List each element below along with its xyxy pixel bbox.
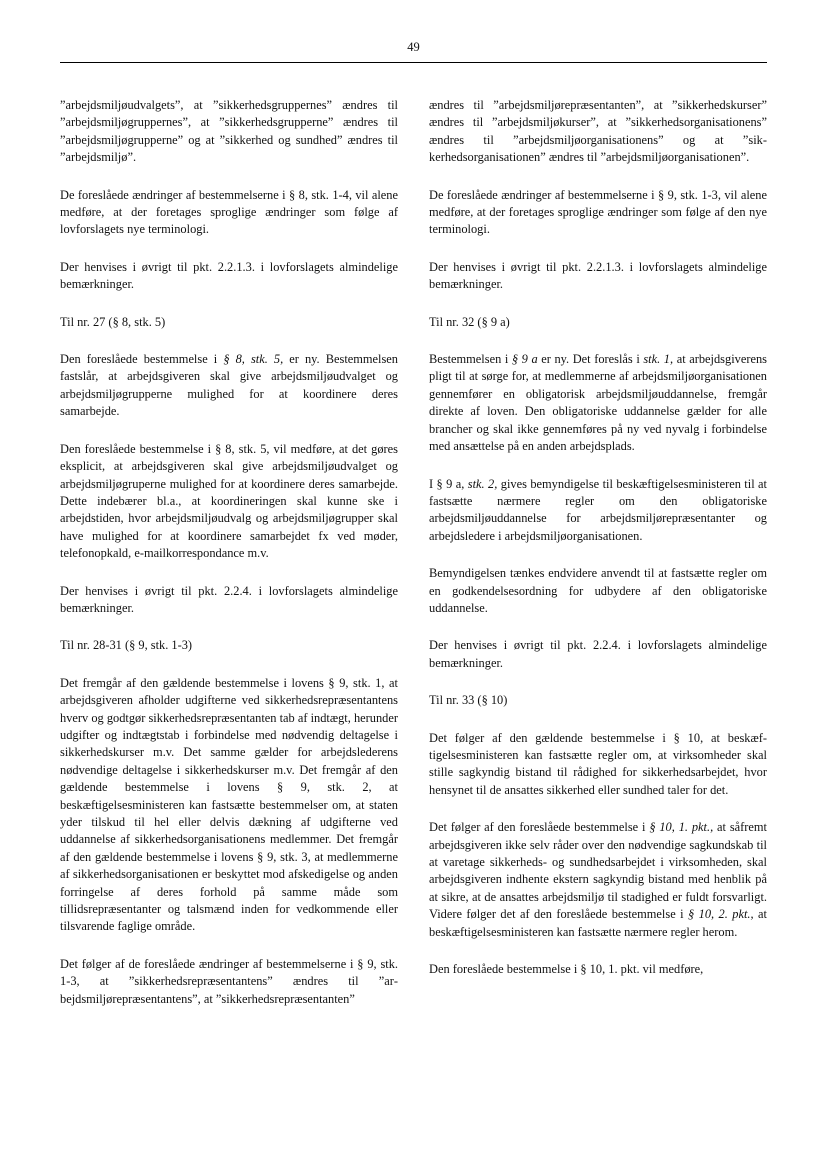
paragraph (429, 351, 767, 455)
paragraph (60, 351, 398, 421)
paragraph: Det fremgår af den gældende bestemmelse i lovens § 9, stk. 1, at arbejdsgiveren afholder udgifterne ved sikkerhedsrepræsentantens hverv og godtgør sikkerhedsrepræsentanten tab af indtægt, herunder udgifter og indtægtstab i forbindelse med nødvendig deltagelse i sikkerhedskurser m.v. Det samme gælder for arbejdslederens nødvendige deltagelse i sikkerhedskurser m.v. Det fremgår af den gældende bestemmelse i lovens § 9, stk. 2, at beskæftigelsesministeren kan fastsætte bestemmelser om, at staten yder tilskud til hel eller delvis dækning af udgifterne ved uddannelse af sikkerhedsorganisationens medlemmer. Det fremgår af den gældende bestemmelse i lovens § 9, stk. 3, at medlemmerne af sikkerhedsorganisationen er beskyttet mod afskedigelse og anden forringelse af deres forhold på samme måde som tillidsrepræsentanter og talsmænd inden for vedkommende eller tilsvarende faglige område. (60, 675, 398, 934)
section-heading: Til nr. 33 (§ 10) (429, 693, 508, 708)
paragraph: Den foreslåede bestemmelse i § 8, stk. 5, vil medføre, at det gøres eksplicit, at arbejdsgiveren skal give arbejdsmiljøudvalget og arbejdsmiljøgruperne mulighed for at koordinere deres samarbejde. Dette indebærer bl.a., at koordineringen skal kunne ske i arbejdstiden, hvor arbejdsmiljøudvalg og arbejdsmiljøgrupper skal have mulighed for at koordinere samarbejdet fx ved møder, telefonopkald, e-mailkorrespondance m.v. (60, 441, 398, 561)
paragraph: De foreslåede ændringer af bestemmelserne i § 9, stk. 1-3, vil alene medføre, at der foretages sproglige ændringer som følge af den nye terminologi. (429, 187, 767, 237)
paragraph (429, 819, 767, 941)
paragraph: Bemyndigelsen tænkes endvidere anvendt til at fastsætte regler om en godkendelsesordning for udbydere af den obligatoriske uddannelse. (429, 566, 767, 615)
paragraph: Det følger af den gældende bestemmelse i § 10, at beskæftigelsesministeren kan fastsætte regler om, at virksomheder skal stille sagkyndig bistand til rådighed for sikkerhedsarbejdet, hvor hensynet til de ansattes sikkerhed eller sundhed taler for det. (429, 730, 767, 797)
header-rule (60, 62, 767, 63)
paragraph: ændres til ”arbejdsmiljørepræsentanten”, at ”sikkerhedskurser” ændres til ”arbejdsmiljøkurser”, at ”sikkerhedsorganisationens” ændres til ”arbejdsmiljøorganisationens” og at ”sikkerhedsorganisationen” ændres til ”arbejdsmiljøorganisationen”. (429, 98, 767, 165)
text-run: at beskæftigelsesministeren kan fastsætte nærmere regler herom. (429, 907, 767, 939)
paragraph: Det følger af de foreslåede ændringer af bestemmelserne i § 9, stk. 1-3, at ”sikkerhedsrepræsentantens” ændres til ”arbejdsmiljørepræsentantens”, at ”sikkerhedsrepræsentanten” (60, 956, 398, 1006)
text-run: gives bemyndigelse til beskæftigelsesministeren til at fastsætte nærmere regler om den obligatoriske arbejdsmiljøuddannelse for arbejdsmiljørepræsentanter og arbejdsledere i arbejdsmiljøorganisationen. (429, 476, 767, 543)
text-run: I § 9 a, (429, 476, 468, 491)
emphasis-run: § 10, 2. pkt., (688, 907, 754, 922)
emphasis-run: stk. 1, (643, 352, 674, 367)
emphasis-run: § 8, stk. 5, (223, 352, 284, 367)
text-run: Bestemmelsen i (429, 352, 512, 367)
text-run: at arbejdsgiverens pligt til at sørge for, at medlemmerne af arbejdsmiljøorganisationen gennemfører en obligatorisk arbejdsmiljøuddannelse, fremgår direkte af loven. Den obligatoriske uddannelse gælder for alle brancher og skal ikke gennemføres på ny ved nyvalg i forbindelse med ansættelse på en anden arbejdsplads. (429, 352, 767, 454)
paragraph: Der henvises i øvrigt til pkt. 2.2.4. i lovforslagets almindelige bemærkninger. (429, 638, 767, 670)
text-run: er ny. Bestemmelsen fastslår, at arbejdsgiveren skal give arbejdsmiljøudvalget og arbejdsmiljøgrupperne mulighed for at koordinere deres samarbejde. (60, 352, 398, 419)
right-column (429, 97, 767, 998)
paragraph: Den foreslåede bestemmelse i § 10, 1. pkt. vil medføre, (429, 962, 704, 977)
paragraph: Der henvises i øvrigt til pkt. 2.2.1.3. i lovforslagets almindelige bemærkninger. (429, 259, 767, 292)
paragraph: ”arbejdsmiljøudvalgets”, at ”sikkerhedsgruppernes” ændres til ”arbejdsmiljøgruppernes”, at ”sikkerhedsgrupperne” ændres til ”arbejdsmiljøgrupperne” og at ”sikkerhed og sundhed” ændres til ”arbejdsmiljø”. (60, 98, 398, 165)
emphasis-run: § 10, 1. pkt., (649, 820, 714, 835)
paragraph: De foreslåede ændringer af bestemmelserne i § 8, stk. 1-4, vil alene medføre, at der foretages sproglige ændringer som følge af lovforslagets nye terminologi. (60, 187, 398, 237)
emphasis-run: § 9 a (511, 352, 538, 367)
text-run: at såfremt arbejdsgiveren ikke selv råder over den nødvendige sagkundskab til at varetage sikkerheds- og sundhedsarbejdet i virksomheden, skal arbejdsgiveren indhente ekstern sagkyndig bistand med henblik på at sikre, at de ansattes arbejdsmiljø til stadighed er fuldt forsvarligt. Videre følger det af den foreslåede bestemmelse i (429, 820, 767, 922)
paragraph: Der henvises i øvrigt til pkt. 2.2.4. i lovforslagets almindelige bemærkninger. (60, 583, 398, 615)
text-run: er ny. Det foreslås i (537, 352, 644, 367)
emphasis-run: stk. 2, (467, 476, 498, 491)
paragraph: Der henvises i øvrigt til pkt. 2.2.1.3. i lovforslagets almindelige bemærkninger. (60, 259, 398, 292)
left-column (60, 97, 398, 1028)
text-run: Den foreslåede bestemmelse i (60, 352, 224, 367)
text-run: Det følger af den foreslåede bestemmelse i (429, 820, 650, 835)
section-heading: Til nr. 27 (§ 8, stk. 5) (60, 314, 166, 329)
paragraph (429, 476, 767, 546)
page-number: 49 (407, 40, 420, 54)
section-heading: Til nr. 28-31 (§ 9, stk. 1-3) (60, 638, 193, 653)
section-heading: Til nr. 32 (§ 9 a) (429, 314, 510, 329)
